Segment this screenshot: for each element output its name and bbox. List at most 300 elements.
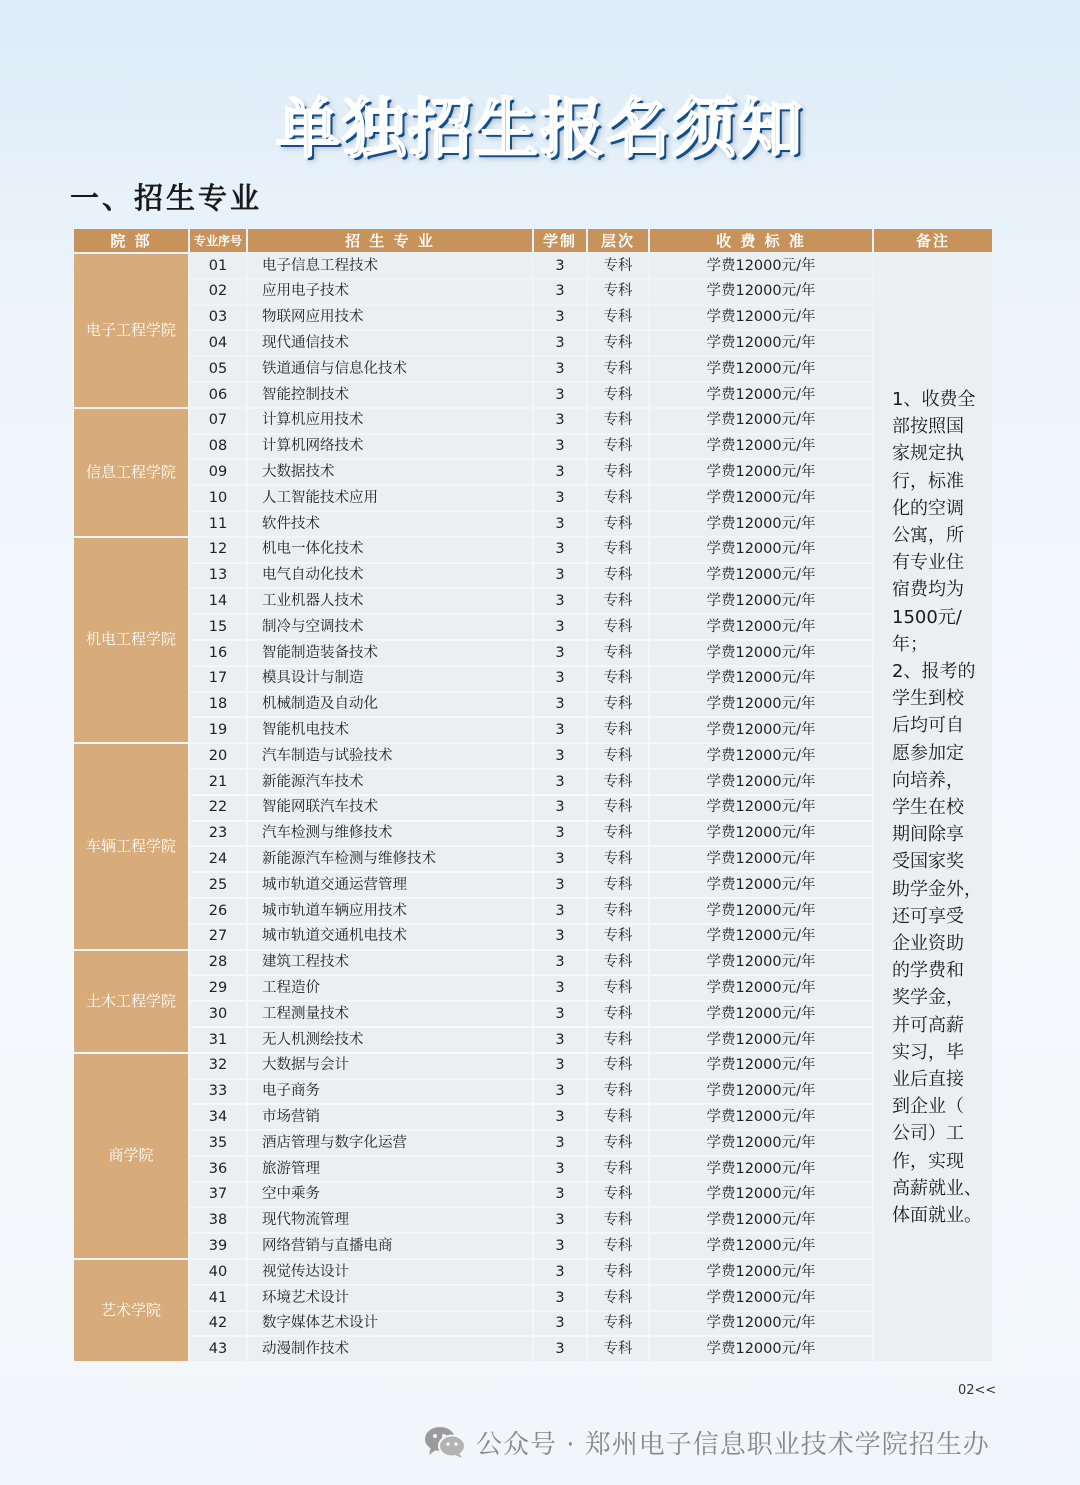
major-cell: 城市轨道交通运营管理 — [248, 873, 532, 897]
remark-line: 有专业住 — [892, 552, 964, 574]
remark-line: 1、收费全 — [892, 388, 976, 410]
page-title: 单独招生报名须知 — [276, 92, 804, 167]
level-cell: 专科 — [588, 1183, 648, 1207]
years-cell: 3 — [534, 1312, 586, 1336]
department-cell: 机电工程学院 — [74, 538, 188, 742]
major-cell: 动漫制作技术 — [248, 1337, 532, 1361]
table-row — [74, 1208, 992, 1232]
level-cell: 专科 — [588, 873, 648, 897]
remark-line: 宿费均为 — [892, 579, 964, 601]
fee-cell: 学费12000元/年 — [650, 1208, 872, 1232]
years-cell: 3 — [534, 1002, 586, 1026]
department-cell: 车辆工程学院 — [74, 744, 188, 948]
seq-cell: 26 — [190, 899, 246, 923]
years-cell: 3 — [534, 564, 586, 588]
years-cell: 3 — [534, 589, 586, 613]
seq-cell: 41 — [190, 1286, 246, 1310]
seq-cell: 13 — [190, 564, 246, 588]
remark-line: 行，标准 — [892, 470, 964, 492]
table-row — [74, 331, 992, 355]
level-cell: 专科 — [588, 383, 648, 407]
header-seq: 专业序号 — [190, 229, 246, 252]
fee-cell: 学费12000元/年 — [650, 1080, 872, 1104]
major-cell: 电子商务 — [248, 1080, 532, 1104]
years-cell: 3 — [534, 1208, 586, 1232]
level-cell: 专科 — [588, 409, 648, 433]
years-cell: 3 — [534, 1028, 586, 1052]
years-cell: 3 — [534, 538, 586, 562]
seq-cell: 05 — [190, 357, 246, 381]
table-body — [74, 254, 992, 1361]
table-row — [74, 796, 992, 820]
seq-cell: 40 — [190, 1260, 246, 1284]
seq-cell: 18 — [190, 693, 246, 717]
seq-cell: 04 — [190, 331, 246, 355]
years-cell: 3 — [534, 718, 586, 742]
table-row — [74, 460, 992, 484]
years-cell: 3 — [534, 254, 586, 278]
years-cell: 3 — [534, 796, 586, 820]
major-cell: 城市轨道车辆应用技术 — [248, 899, 532, 923]
fee-cell: 学费12000元/年 — [650, 796, 872, 820]
department-cell: 信息工程学院 — [74, 409, 188, 536]
level-cell: 专科 — [588, 770, 648, 794]
seq-cell: 16 — [190, 641, 246, 665]
table-row — [74, 357, 992, 381]
table-row — [74, 1054, 992, 1078]
fee-cell: 学费12000元/年 — [650, 460, 872, 484]
remark-line: 实习，毕 — [892, 1041, 964, 1063]
level-cell: 专科 — [588, 951, 648, 975]
major-cell: 网络营销与直播电商 — [248, 1234, 532, 1258]
seq-cell: 23 — [190, 822, 246, 846]
major-cell: 机械制造及自动化 — [248, 693, 532, 717]
remark-line: 期间除享 — [892, 824, 964, 846]
years-cell: 3 — [534, 1286, 586, 1310]
fee-cell: 学费12000元/年 — [650, 383, 872, 407]
seq-cell: 22 — [190, 796, 246, 820]
fee-cell: 学费12000元/年 — [650, 1002, 872, 1026]
major-cell: 机电一体化技术 — [248, 538, 532, 562]
fee-cell: 学费12000元/年 — [650, 1337, 872, 1361]
major-cell: 电子信息工程技术 — [248, 254, 532, 278]
years-cell: 3 — [534, 899, 586, 923]
major-cell: 空中乘务 — [248, 1183, 532, 1207]
seq-cell: 31 — [190, 1028, 246, 1052]
remark-line: 受国家奖 — [892, 851, 964, 873]
table-row — [74, 1002, 992, 1026]
table-row — [74, 873, 992, 897]
fee-cell: 学费12000元/年 — [650, 951, 872, 975]
years-cell: 3 — [534, 873, 586, 897]
seq-cell: 01 — [190, 254, 246, 278]
seq-cell: 36 — [190, 1157, 246, 1181]
level-cell: 专科 — [588, 435, 648, 459]
years-cell: 3 — [534, 512, 586, 536]
table-row — [74, 976, 992, 1000]
level-cell: 专科 — [588, 460, 648, 484]
major-cell: 汽车制造与试验技术 — [248, 744, 532, 768]
level-cell: 专科 — [588, 1208, 648, 1232]
major-cell: 电气自动化技术 — [248, 564, 532, 588]
major-cell: 人工智能技术应用 — [248, 486, 532, 510]
table-row — [74, 1183, 992, 1207]
level-cell: 专科 — [588, 1260, 648, 1284]
table-row — [74, 1260, 992, 1284]
major-cell: 计算机网络技术 — [248, 435, 532, 459]
remark-line: 体面就业。 — [892, 1205, 982, 1227]
fee-cell: 学费12000元/年 — [650, 667, 872, 691]
seq-cell: 03 — [190, 306, 246, 330]
remark-line: 部按照国 — [892, 416, 964, 438]
fee-cell: 学费12000元/年 — [650, 254, 872, 278]
years-cell: 3 — [534, 641, 586, 665]
major-cell: 现代通信技术 — [248, 331, 532, 355]
fee-cell: 学费12000元/年 — [650, 409, 872, 433]
table-row — [74, 383, 992, 407]
department-cell: 商学院 — [74, 1054, 188, 1258]
header-remark: 备注 — [874, 229, 992, 252]
fee-cell: 学费12000元/年 — [650, 589, 872, 613]
table-row — [74, 822, 992, 846]
remark-line: 高薪就业、 — [892, 1177, 982, 1199]
header-major: 招 生 专 业 — [248, 229, 532, 252]
level-cell: 专科 — [588, 538, 648, 562]
table-row — [74, 770, 992, 794]
fee-cell: 学费12000元/年 — [650, 1105, 872, 1129]
seq-cell: 35 — [190, 1131, 246, 1155]
fee-cell: 学费12000元/年 — [650, 615, 872, 639]
table-row — [74, 641, 992, 665]
level-cell: 专科 — [588, 1105, 648, 1129]
department-cell: 土木工程学院 — [74, 951, 188, 1052]
majors-table — [72, 227, 994, 1363]
header-years: 学制 — [534, 229, 586, 252]
seq-cell: 37 — [190, 1183, 246, 1207]
remark-line: 业后直接 — [892, 1069, 964, 1091]
table-row — [74, 615, 992, 639]
table-row — [74, 1028, 992, 1052]
department-cell: 艺术学院 — [74, 1260, 188, 1361]
seq-cell: 10 — [190, 486, 246, 510]
fee-cell: 学费12000元/年 — [650, 538, 872, 562]
fee-cell: 学费12000元/年 — [650, 899, 872, 923]
fee-cell: 学费12000元/年 — [650, 331, 872, 355]
seq-cell: 02 — [190, 280, 246, 304]
years-cell: 3 — [534, 460, 586, 484]
major-cell: 工业机器人技术 — [248, 589, 532, 613]
seq-cell: 15 — [190, 615, 246, 639]
years-cell: 3 — [534, 486, 586, 510]
table-row — [74, 512, 992, 536]
table-row — [74, 486, 992, 510]
level-cell: 专科 — [588, 1234, 648, 1258]
remark-line: 向培养， — [892, 769, 964, 791]
fee-cell: 学费12000元/年 — [650, 925, 872, 949]
table-row — [74, 744, 992, 768]
table-row — [74, 538, 992, 562]
fee-cell: 学费12000元/年 — [650, 873, 872, 897]
remark-line: 2、报考的 — [892, 661, 976, 683]
major-cell: 大数据与会计 — [248, 1054, 532, 1078]
level-cell: 专科 — [588, 1080, 648, 1104]
fee-cell: 学费12000元/年 — [650, 641, 872, 665]
major-cell: 建筑工程技术 — [248, 951, 532, 975]
table-header-row — [74, 229, 992, 252]
table-row — [74, 1157, 992, 1181]
fee-cell: 学费12000元/年 — [650, 1054, 872, 1078]
major-cell: 新能源汽车技术 — [248, 770, 532, 794]
table-row — [74, 847, 992, 871]
remark-line: 年； — [892, 633, 928, 655]
years-cell: 3 — [534, 280, 586, 304]
seq-cell: 38 — [190, 1208, 246, 1232]
level-cell: 专科 — [588, 667, 648, 691]
level-cell: 专科 — [588, 899, 648, 923]
fee-cell: 学费12000元/年 — [650, 1157, 872, 1181]
remark-line: 奖学金， — [892, 987, 964, 1009]
major-cell: 酒店管理与数字化运营 — [248, 1131, 532, 1155]
major-cell: 智能控制技术 — [248, 383, 532, 407]
major-cell: 现代物流管理 — [248, 1208, 532, 1232]
table-row — [74, 667, 992, 691]
table-row — [74, 1286, 992, 1310]
level-cell: 专科 — [588, 280, 648, 304]
fee-cell: 学费12000元/年 — [650, 357, 872, 381]
major-cell: 数字媒体艺术设计 — [248, 1312, 532, 1336]
years-cell: 3 — [534, 1105, 586, 1129]
remark-line: 学生在校 — [892, 797, 964, 819]
years-cell: 3 — [534, 693, 586, 717]
years-cell: 3 — [534, 1080, 586, 1104]
table-row — [74, 589, 992, 613]
seq-cell: 21 — [190, 770, 246, 794]
remark-line: 并可高薪 — [892, 1014, 964, 1036]
footer — [424, 1424, 990, 1460]
major-cell: 无人机测绘技术 — [248, 1028, 532, 1052]
seq-cell: 24 — [190, 847, 246, 871]
header-level: 层次 — [588, 229, 648, 252]
seq-cell: 39 — [190, 1234, 246, 1258]
seq-cell: 32 — [190, 1054, 246, 1078]
seq-cell: 20 — [190, 744, 246, 768]
seq-cell: 07 — [190, 409, 246, 433]
table-row — [74, 1337, 992, 1361]
remark-line: 愿参加定 — [892, 742, 964, 764]
table-row — [74, 280, 992, 304]
table-row — [74, 435, 992, 459]
major-cell: 工程测量技术 — [248, 1002, 532, 1026]
years-cell: 3 — [534, 976, 586, 1000]
years-cell: 3 — [534, 357, 586, 381]
page-number: 02<< — [958, 1383, 997, 1398]
fee-cell: 学费12000元/年 — [650, 1234, 872, 1258]
fee-cell: 学费12000元/年 — [650, 1028, 872, 1052]
table-row — [74, 1080, 992, 1104]
fee-cell: 学费12000元/年 — [650, 976, 872, 1000]
years-cell: 3 — [534, 1337, 586, 1361]
level-cell: 专科 — [588, 512, 648, 536]
seq-cell: 17 — [190, 667, 246, 691]
department-cell: 电子工程学院 — [74, 254, 188, 407]
table-row — [74, 254, 992, 278]
major-cell: 计算机应用技术 — [248, 409, 532, 433]
level-cell: 专科 — [588, 976, 648, 1000]
level-cell: 专科 — [588, 1337, 648, 1361]
level-cell: 专科 — [588, 1312, 648, 1336]
level-cell: 专科 — [588, 564, 648, 588]
level-cell: 专科 — [588, 693, 648, 717]
years-cell: 3 — [534, 383, 586, 407]
years-cell: 3 — [534, 435, 586, 459]
table-row — [74, 1234, 992, 1258]
level-cell: 专科 — [588, 306, 648, 330]
fee-cell: 学费12000元/年 — [650, 1183, 872, 1207]
major-cell: 旅游管理 — [248, 1157, 532, 1181]
remark-line: 公司）工 — [892, 1123, 964, 1145]
major-cell: 汽车检测与维修技术 — [248, 822, 532, 846]
major-cell: 应用电子技术 — [248, 280, 532, 304]
seq-cell: 43 — [190, 1337, 246, 1361]
header-fee: 收 费 标 准 — [650, 229, 872, 252]
level-cell: 专科 — [588, 847, 648, 871]
level-cell: 专科 — [588, 925, 648, 949]
years-cell: 3 — [534, 770, 586, 794]
level-cell: 专科 — [588, 1002, 648, 1026]
major-cell: 新能源汽车检测与维修技术 — [248, 847, 532, 871]
major-cell: 模具设计与制造 — [248, 667, 532, 691]
fee-cell: 学费12000元/年 — [650, 1260, 872, 1284]
seq-cell: 14 — [190, 589, 246, 613]
section-heading: 一、招生专业 — [70, 181, 263, 215]
seq-cell: 08 — [190, 435, 246, 459]
years-cell: 3 — [534, 331, 586, 355]
years-cell: 3 — [534, 925, 586, 949]
major-cell: 视觉传达设计 — [248, 1260, 532, 1284]
years-cell: 3 — [534, 1157, 586, 1181]
remark-line: 企业资助 — [892, 933, 964, 955]
major-cell: 铁道通信与信息化技术 — [248, 357, 532, 381]
fee-cell: 学费12000元/年 — [650, 770, 872, 794]
fee-cell: 学费12000元/年 — [650, 718, 872, 742]
fee-cell: 学费12000元/年 — [650, 822, 872, 846]
fee-cell: 学费12000元/年 — [650, 1312, 872, 1336]
seq-cell: 30 — [190, 1002, 246, 1026]
years-cell: 3 — [534, 744, 586, 768]
footer-text: 公众号 · 郑州电子信息职业技术学院招生办 — [476, 1429, 990, 1460]
seq-cell: 09 — [190, 460, 246, 484]
fee-cell: 学费12000元/年 — [650, 306, 872, 330]
level-cell: 专科 — [588, 718, 648, 742]
remark-line: 到企业（ — [892, 1096, 964, 1118]
seq-cell: 11 — [190, 512, 246, 536]
seq-cell: 12 — [190, 538, 246, 562]
table-row — [74, 564, 992, 588]
table-row — [74, 1312, 992, 1336]
fee-cell: 学费12000元/年 — [650, 693, 872, 717]
remark-line: 学生到校 — [892, 688, 964, 710]
level-cell: 专科 — [588, 1054, 648, 1078]
level-cell: 专科 — [588, 796, 648, 820]
seq-cell: 19 — [190, 718, 246, 742]
remark-line: 1500元/ — [892, 606, 962, 628]
years-cell: 3 — [534, 1054, 586, 1078]
seq-cell: 34 — [190, 1105, 246, 1129]
level-cell: 专科 — [588, 744, 648, 768]
major-cell: 城市轨道交通机电技术 — [248, 925, 532, 949]
level-cell: 专科 — [588, 1286, 648, 1310]
remark-line: 后均可自 — [892, 715, 964, 737]
fee-cell: 学费12000元/年 — [650, 564, 872, 588]
fee-cell: 学费12000元/年 — [650, 847, 872, 871]
level-cell: 专科 — [588, 1028, 648, 1052]
table-row — [74, 899, 992, 923]
remark-line: 还可享受 — [892, 905, 964, 927]
years-cell: 3 — [534, 1131, 586, 1155]
seq-cell: 28 — [190, 951, 246, 975]
table-row — [74, 1105, 992, 1129]
years-cell: 3 — [534, 1234, 586, 1258]
fee-cell: 学费12000元/年 — [650, 744, 872, 768]
years-cell: 3 — [534, 847, 586, 871]
level-cell: 专科 — [588, 486, 648, 510]
remark-line: 化的空调 — [892, 497, 964, 519]
years-cell: 3 — [534, 822, 586, 846]
table-row — [74, 1131, 992, 1155]
seq-cell: 29 — [190, 976, 246, 1000]
years-cell: 3 — [534, 1183, 586, 1207]
level-cell: 专科 — [588, 822, 648, 846]
years-cell: 3 — [534, 1260, 586, 1284]
level-cell: 专科 — [588, 1131, 648, 1155]
major-cell: 环境艺术设计 — [248, 1286, 532, 1310]
fee-cell: 学费12000元/年 — [650, 512, 872, 536]
major-cell: 大数据技术 — [248, 460, 532, 484]
major-cell: 智能机电技术 — [248, 718, 532, 742]
seq-cell: 42 — [190, 1312, 246, 1336]
fee-cell: 学费12000元/年 — [650, 1286, 872, 1310]
seq-cell: 25 — [190, 873, 246, 897]
level-cell: 专科 — [588, 641, 648, 665]
years-cell: 3 — [534, 409, 586, 433]
years-cell: 3 — [534, 951, 586, 975]
seq-cell: 06 — [190, 383, 246, 407]
wechat-icon — [424, 1425, 466, 1459]
remark-line: 助学金外， — [892, 878, 982, 900]
remark-line: 的学费和 — [892, 960, 964, 982]
level-cell: 专科 — [588, 254, 648, 278]
fee-cell: 学费12000元/年 — [650, 280, 872, 304]
level-cell: 专科 — [588, 615, 648, 639]
fee-cell: 学费12000元/年 — [650, 486, 872, 510]
remark-line: 公寓，所 — [892, 525, 964, 546]
table-row — [74, 409, 992, 433]
major-cell: 市场营销 — [248, 1105, 532, 1129]
seq-cell: 33 — [190, 1080, 246, 1104]
level-cell: 专科 — [588, 331, 648, 355]
level-cell: 专科 — [588, 589, 648, 613]
table-row — [74, 925, 992, 949]
years-cell: 3 — [534, 615, 586, 639]
remark-cell — [874, 254, 992, 1361]
level-cell: 专科 — [588, 357, 648, 381]
table-row — [74, 306, 992, 330]
major-cell: 软件技术 — [248, 512, 532, 536]
table-row — [74, 718, 992, 742]
fee-cell: 学费12000元/年 — [650, 1131, 872, 1155]
major-cell: 工程造价 — [248, 976, 532, 1000]
major-cell: 智能网联汽车技术 — [248, 796, 532, 820]
